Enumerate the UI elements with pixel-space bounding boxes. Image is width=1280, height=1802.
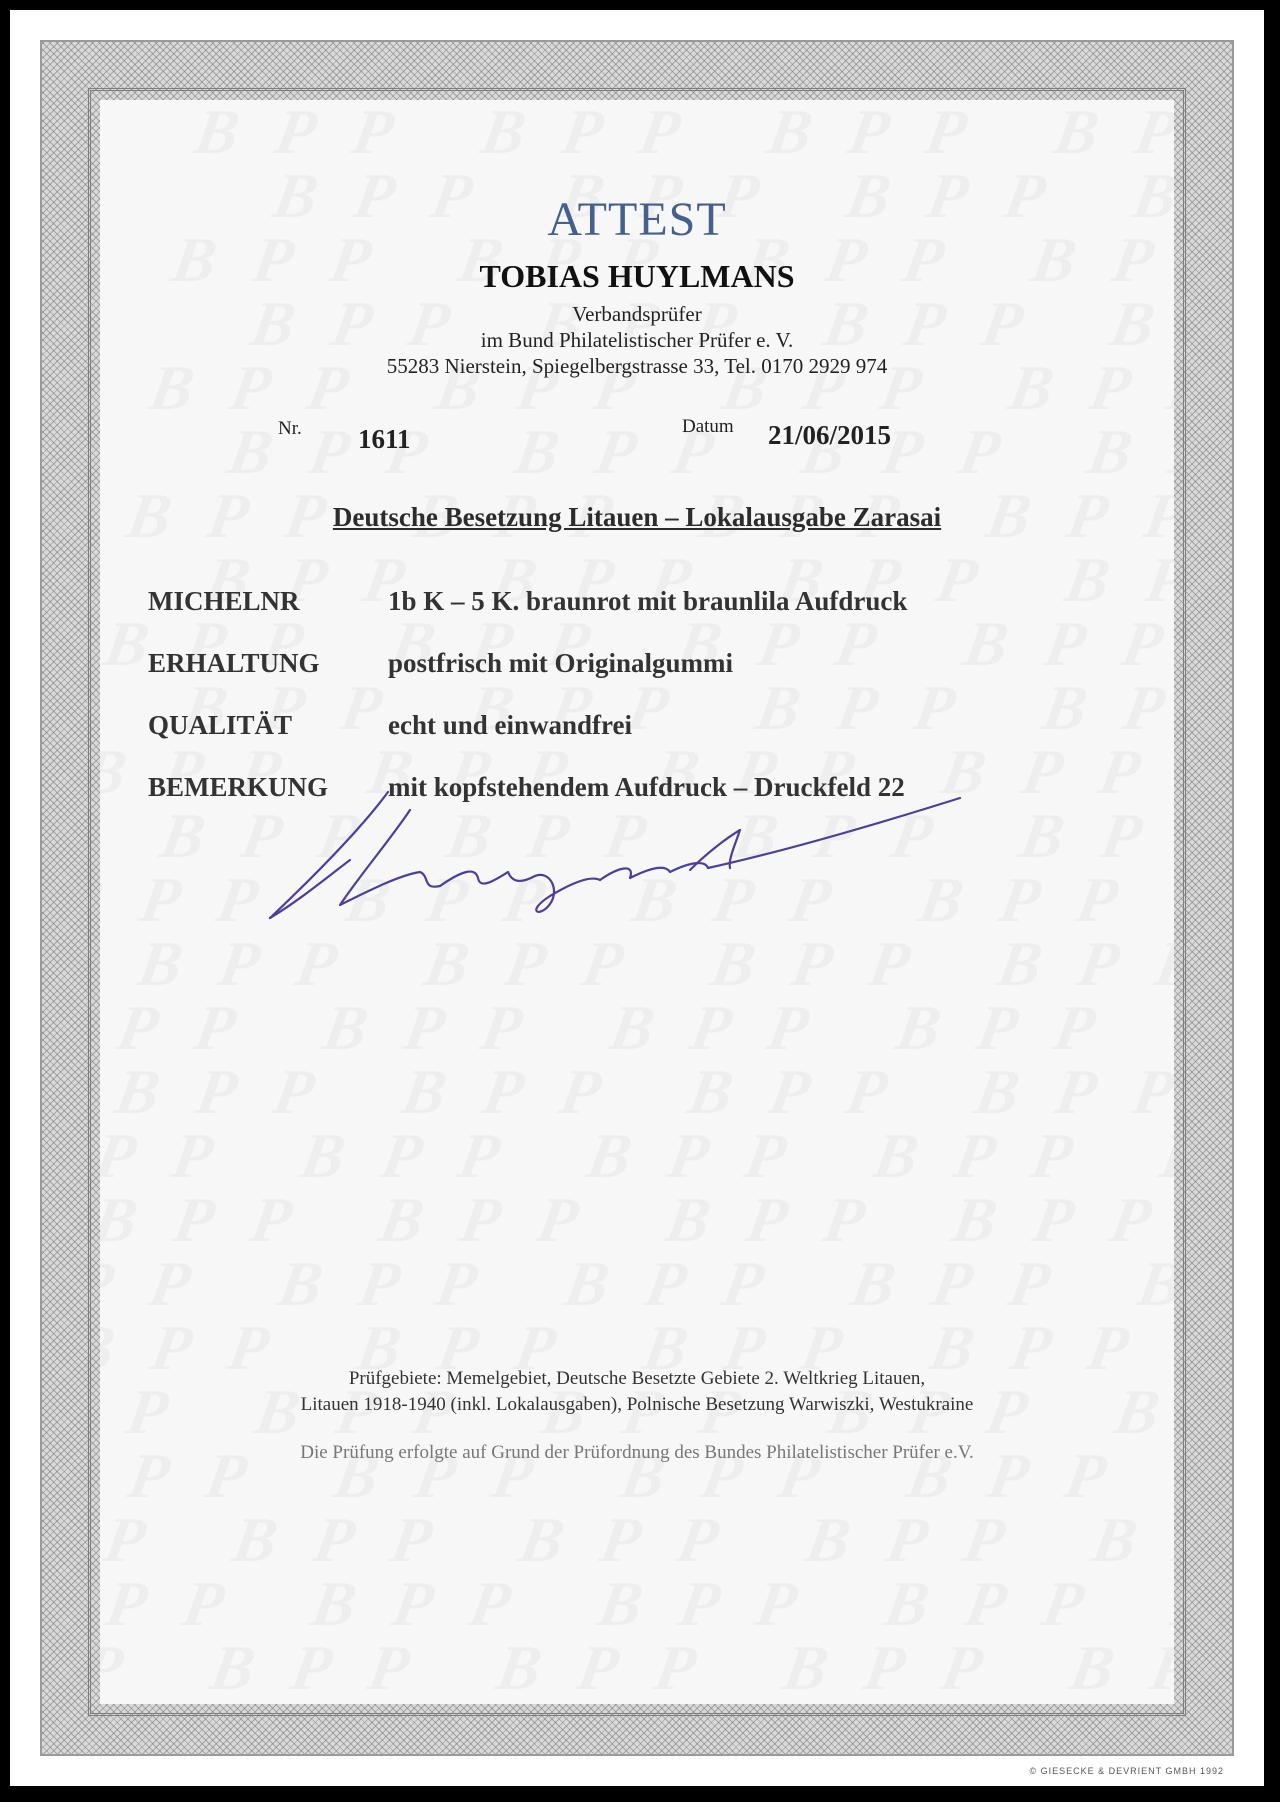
watermark-row [100, 996, 1157, 1060]
certificate-sheet [10, 10, 1264, 1786]
certificate-subject: Deutsche Besetzung Litauen – Lokalausgabe Zarasai [332, 502, 942, 532]
watermark-row [190, 100, 1174, 164]
examiner-role: Verbandsprüfer [572, 302, 702, 326]
copyright-notice: © GIESECKE & DEVRIENT GMBH 1992 [1029, 1766, 1224, 1776]
watermark-row [100, 1508, 1067, 1572]
row-value: echt und einwandfrei [388, 710, 633, 740]
date-label: Datum [682, 416, 734, 437]
number-label: Nr. [278, 418, 302, 439]
examination-areas-line1: Prüfgebiete: Memelgebiet, Deutsche Besetzte Gebiete 2. Weltkrieg Litauen, [348, 1368, 926, 1389]
watermark-row [133, 932, 1168, 996]
examiner-address: 55283 Nierstein, Spiegelbergstrasse 33, Tel. 0170 2929 974 [386, 354, 888, 378]
watermark-row [100, 1252, 1112, 1316]
watermark-row [100, 1636, 1045, 1700]
row-value: postfrisch mit Originalgummi [388, 648, 733, 678]
watermark-row [111, 1060, 1146, 1124]
number-value: 1611 [358, 424, 411, 454]
row-key: QUALITÄT [148, 710, 293, 740]
watermark-row [100, 1700, 1033, 1704]
examination-note: Die Prüfung erfolgte auf Grund der Prüfordnung des Bundes Philatelistischer Prüfer e.V. [300, 1442, 974, 1463]
date-value: 21/06/2015 [768, 420, 892, 450]
watermark-row [100, 1124, 1135, 1188]
certificate-body [100, 100, 1174, 1704]
watermark-row [100, 1572, 1056, 1636]
row-value: mit kopfstehendem Aufdruck – Druckfeld 22 [388, 772, 905, 802]
examination-areas-line2: Litauen 1918-1940 (inkl. Lokalausgaben), Polnische Besetzung Warwiszki, Westukraine [300, 1394, 974, 1415]
watermark-row [100, 1188, 1124, 1252]
row-qualitaet [148, 710, 632, 741]
row-key: MICHELNR [148, 586, 300, 616]
row-key: BEMERKUNG [148, 772, 329, 802]
row-erhaltung [148, 648, 733, 679]
association: im Bund Philatelistischer Prüfer e. V. [480, 328, 794, 352]
row-key: ERHALTUNG [148, 648, 320, 678]
row-michelnr [148, 586, 907, 617]
examiner-name: TOBIAS HUYLMANS [479, 258, 795, 294]
row-value: 1b K – 5 K. braunrot mit braunlila Aufdruck [388, 586, 908, 616]
examiner-signature [250, 780, 970, 930]
certificate-title: ATTEST [547, 193, 727, 246]
